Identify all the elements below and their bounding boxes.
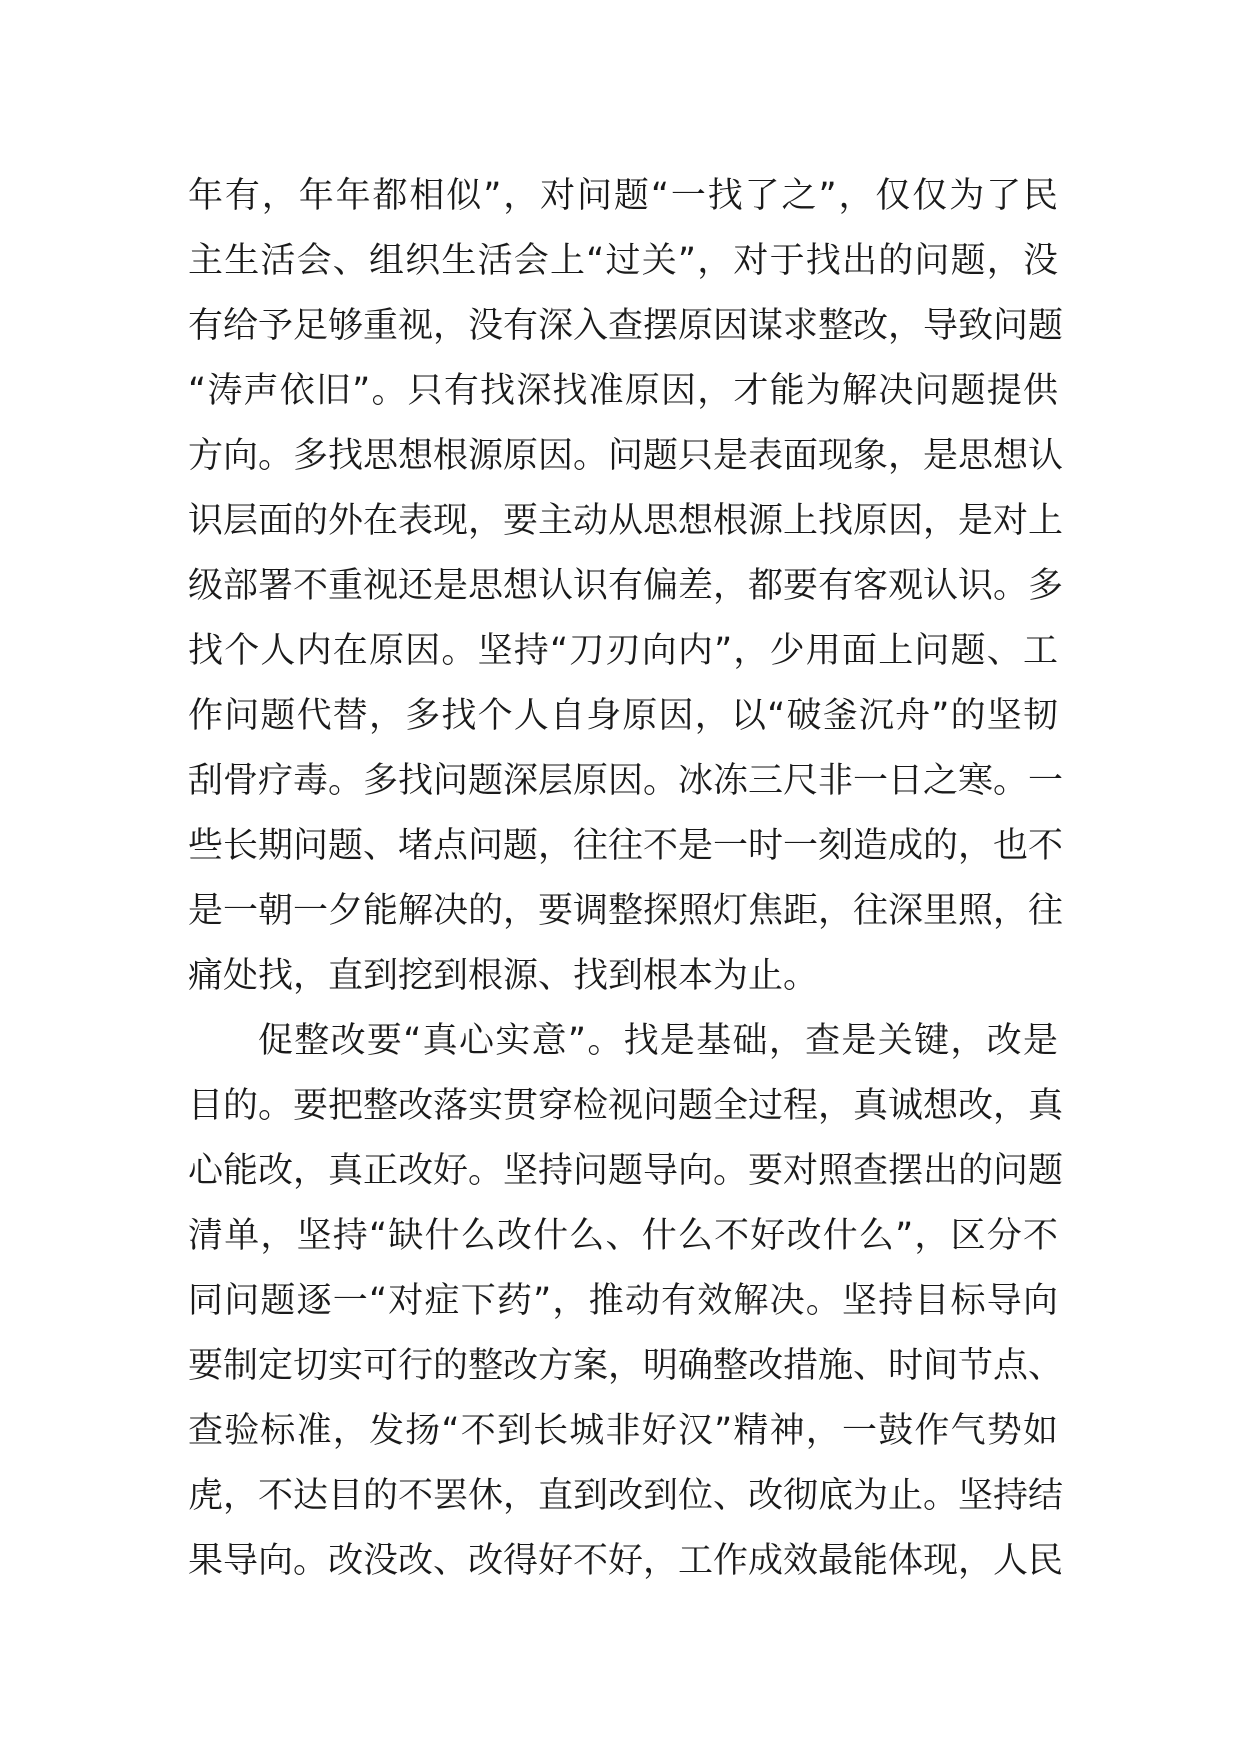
text-line: 刮骨疗毒。多找问题深层原因。冰冻三尺非一日之寒。一 [188,761,1064,801]
text-line: 心能改，真正改好。坚持问题导向。要对照查摆出的问题 [188,1151,1064,1191]
text-line: 年有，年年都相似”，对问题“一找了之”，仅仅为了民 [188,176,1058,216]
text-line: 识层面的外在表现，要主动从思想根源上找原因，是对上 [188,501,1064,541]
text-line: 些长期问题、堵点问题，往往不是一时一刻造成的，也不 [188,826,1064,866]
text-line: 级部署不重视还是思想认识有偏差，都要有客观认识。多 [188,566,1064,606]
text-line: 查验标准，发扬“不到长城非好汉”精神，一鼓作气势如 [188,1411,1058,1451]
text-line: 有给予足够重视，没有深入查摆原因谋求整改，导致问题 [188,306,1064,346]
text-line: 清单，坚持“缺什么改什么、什么不好改什么”，区分不 [188,1216,1058,1256]
text-line: 虎，不达目的不罢休，直到改到位、改彻底为止。坚持结 [188,1476,1064,1516]
text-line: 方向。多找思想根源原因。问题只是表面现象，是思想认 [188,436,1064,476]
text-line: 主生活会、组织生活会上“过关”，对于找出的问题，没 [188,241,1058,281]
text-line: 果导向。改没改、改得好不好，工作成效最能体现，人民 [188,1541,1064,1581]
text-line: 找个人内在原因。坚持“刀刃向内”，少用面上问题、工 [188,631,1058,671]
document-page [188,164,1064,1594]
text-line: “涛声依旧”。只有找深找准原因，才能为解决问题提供 [188,371,1058,411]
paragraph-1 [188,164,1064,1009]
text-line: 作问题代替，多找个人自身原因，以“破釜沉舟”的坚韧 [188,696,1058,736]
paragraph-2 [188,1009,1064,1594]
text-line: 痛处找，直到挖到根源、找到根本为止。 [188,956,819,996]
text-line: 目的。要把整改落实贯穿检视问题全过程，真诚想改，真 [188,1086,1064,1126]
text-line: 同问题逐一“对症下药”，推动有效解决。坚持目标导向 [188,1281,1058,1321]
text-line: 是一朝一夕能解决的，要调整探照灯焦距，往深里照，往 [188,891,1064,931]
text-line: 促整改要“真心实意”。找是基础，查是关键，改是 [258,1021,1058,1061]
text-line: 要制定切实可行的整改方案，明确整改措施、时间节点、 [188,1346,1064,1386]
